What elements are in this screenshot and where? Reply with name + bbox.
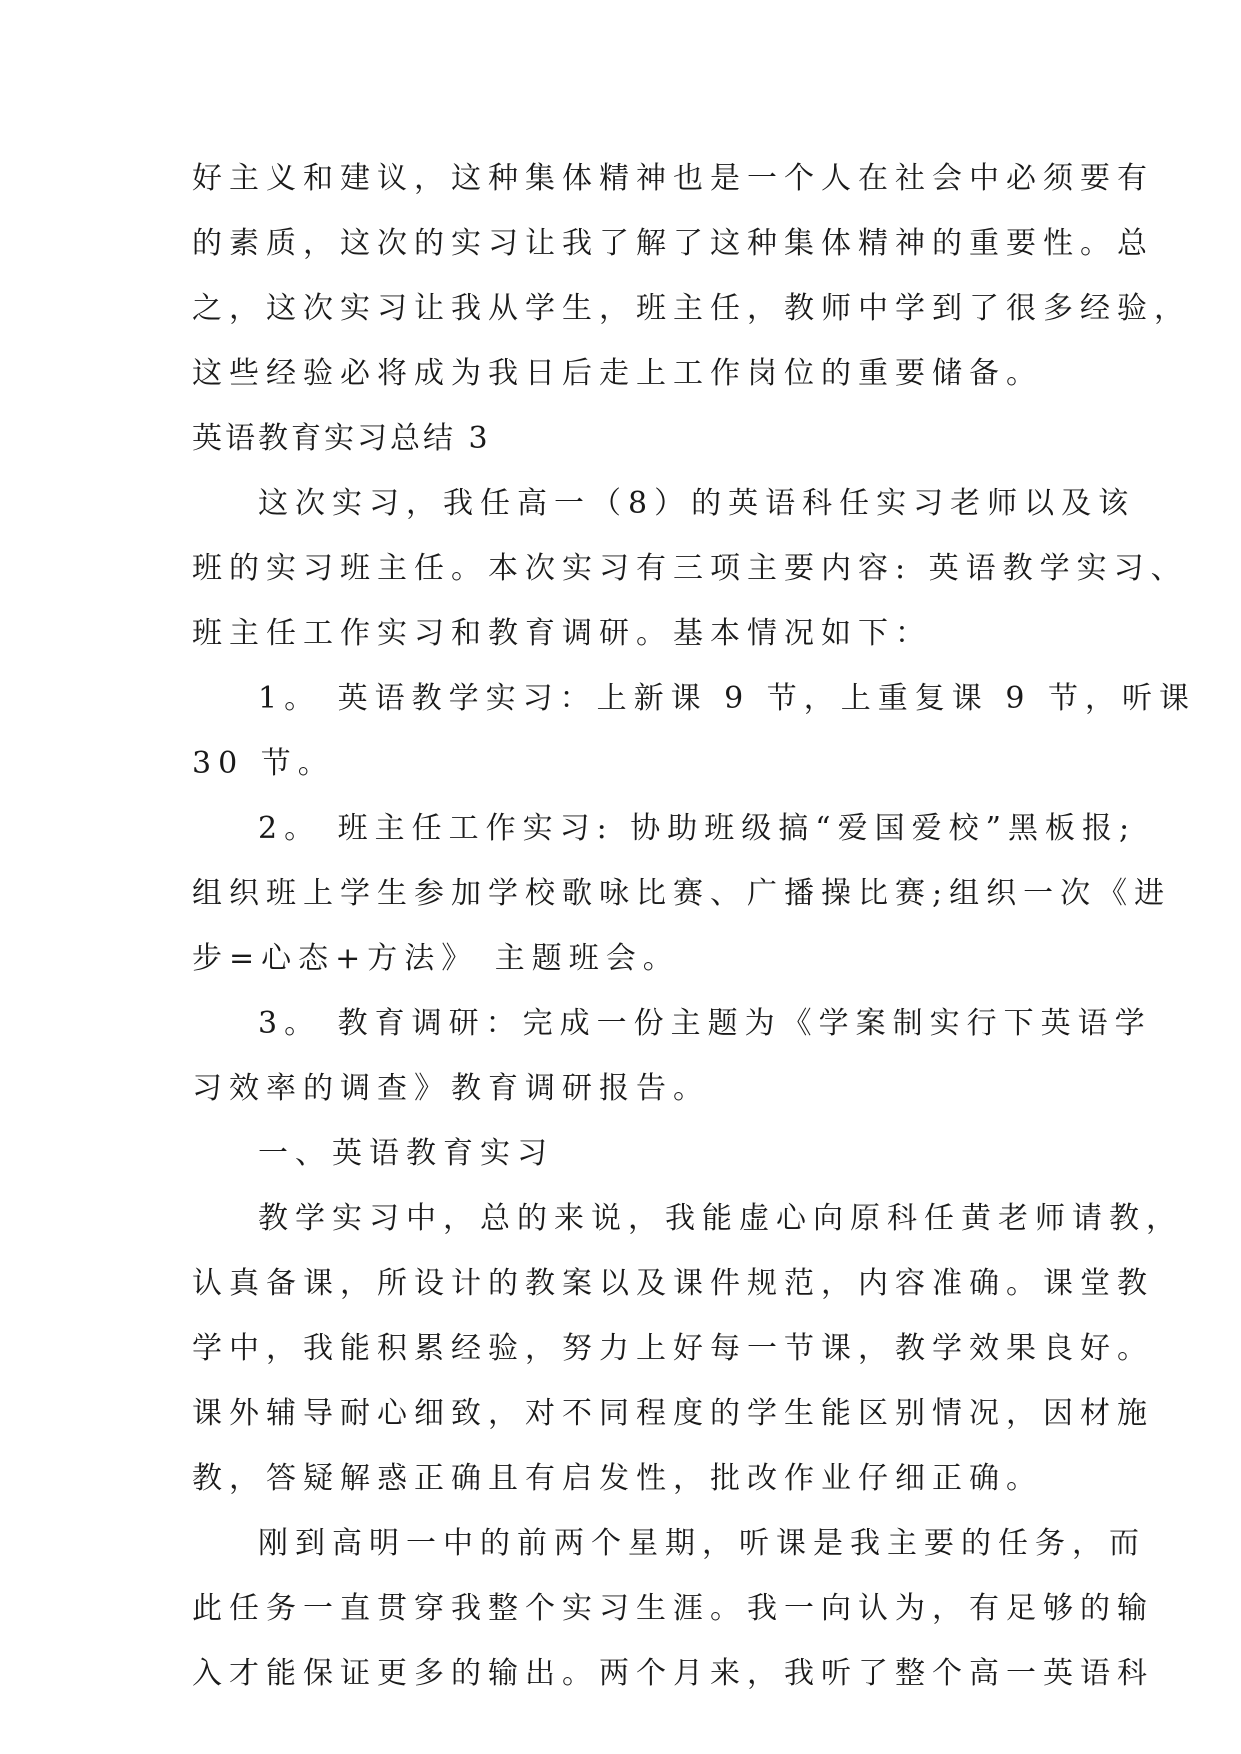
list-item-line: 习效率的调查》教育调研报告。 — [192, 1071, 710, 1106]
paragraph-line: 之，这次实习让我从学生，班主任，教师中学到了很多经验， — [192, 291, 1191, 326]
paragraph-line: 这些经验必将成为我日后走上工作岗位的重要储备。 — [192, 356, 1043, 391]
subsection-heading: 一、英语教育实习 — [258, 1136, 554, 1171]
paragraph-line: 教学实习中，总的来说，我能虚心向原科任黄老师请教， — [258, 1201, 1183, 1236]
paragraph-line: 的素质，这次的实习让我了解了这种集体精神的重要性。总 — [192, 226, 1154, 261]
list-item-line: 30 节。 — [192, 746, 335, 781]
paragraph-line: 教，答疑解惑正确且有启发性，批改作业仔细正确。 — [192, 1461, 1043, 1496]
paragraph-line: 好主义和建议，这种集体精神也是一个人在社会中必须要有 — [192, 161, 1154, 196]
paragraph-line: 学中，我能积累经验，努力上好每一节课，教学效果良好。 — [192, 1331, 1154, 1366]
paragraph-line: 班的实习班主任。本次实习有三项主要内容: 英语教学实习、 — [192, 551, 1188, 586]
paragraph-line: 这次实习，我任高一（8）的英语科任实习老师以及该 — [258, 486, 1136, 521]
section-heading: 英语教育实习总结 3 — [192, 421, 491, 456]
paragraph-line: 班主任工作实习和教育调研。基本情况如下： — [192, 616, 932, 651]
document-page — [192, 161, 1196, 1724]
paragraph-line: 入才能保证更多的输出。两个月来，我听了整个高一英语科 — [192, 1656, 1154, 1691]
list-item-line: 1。 英语教学实习：上新课 9 节，上重复课 9 节，听课 — [258, 681, 1196, 716]
list-item-line: 2。 班主任工作实习: 协助班级搞“爱国爱校”黑板报; — [258, 811, 1137, 846]
list-item-line: 组织班上学生参加学校歌咏比赛、广播操比赛;组织一次《进 — [192, 876, 1172, 911]
paragraph-line: 此任务一直贯穿我整个实习生涯。我一向认为，有足够的输 — [192, 1591, 1154, 1626]
paragraph-line: 课外辅导耐心细致，对不同程度的学生能区别情况，因材施 — [192, 1396, 1154, 1431]
paragraph-line: 刚到高明一中的前两个星期，听课是我主要的任务，而 — [258, 1526, 1146, 1561]
list-item-line: 步=心态+方法》 主题班会。 — [192, 941, 680, 976]
list-item-line: 3。 教育调研：完成一份主题为《学案制实行下英语学 — [258, 1006, 1152, 1041]
paragraph-line: 认真备课，所设计的教案以及课件规范，内容准确。课堂教 — [192, 1266, 1154, 1301]
